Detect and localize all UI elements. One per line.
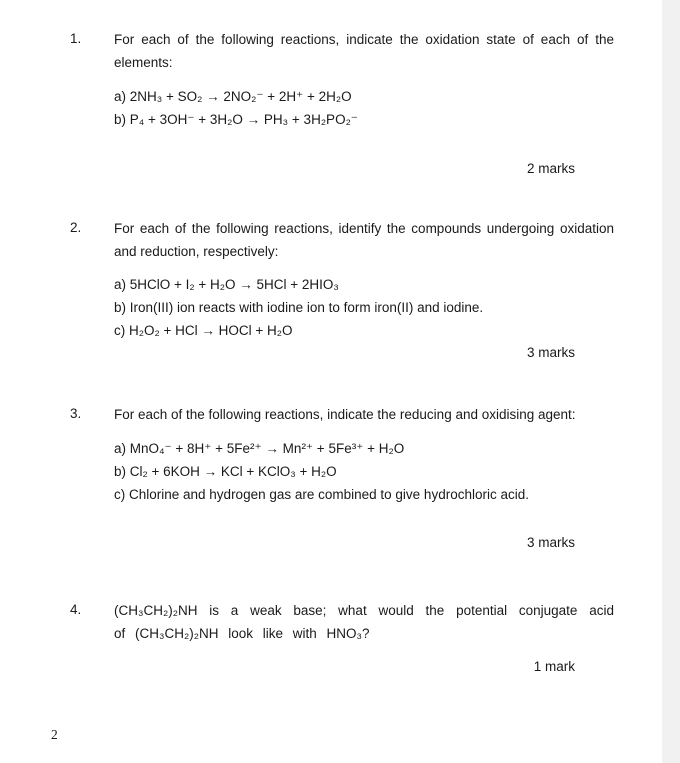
question-number: 1. — [70, 31, 82, 46]
question-parts — [114, 273, 634, 342]
marks-label: 3 marks — [526, 345, 575, 360]
page-number: 2 — [51, 727, 58, 742]
question-part: b) Iron(III) ion reacts with iodine ion to form iron(II) and iodine. — [114, 300, 484, 315]
question-stem: (CH₃CH₂)₂NH is a weak base; what would the potential conjugate acid of (CH₃CH₂)₂NH look like with HNO₃? — [114, 603, 614, 641]
question-part: a) 2NH₃ + SO₂ → 2NO₂⁻ + 2H⁺ + 2H₂O — [114, 89, 352, 104]
question-part: a) 5HClO + I₂ + H₂O → 5HCl + 2HIO₃ — [114, 277, 339, 292]
question-stem: For each of the following reactions, indicate the oxidation state of each of the elements: — [114, 32, 614, 70]
question-part: c) Chlorine and hydrogen gas are combined to give hydrochloric acid. — [114, 487, 529, 502]
marks-label: 1 mark — [533, 659, 575, 674]
question-number: 2. — [70, 220, 82, 235]
question-part: b) P₄ + 3OH⁻ + 3H₂O → PH₃ + 3H₂PO₂⁻ — [114, 112, 358, 127]
question-part: c) H₂O₂ + HCl → HOCl + H₂O — [114, 323, 293, 338]
question-part: b) Cl₂ + 6KOH → KCl + KClO₃ + H₂O — [114, 464, 337, 479]
question-number: 4. — [70, 602, 82, 617]
question-parts — [114, 437, 634, 506]
marks-label: 3 marks — [526, 535, 575, 550]
question-parts — [114, 85, 634, 131]
marks-label: 2 marks — [526, 161, 575, 176]
question-number: 3. — [70, 406, 82, 421]
question-part: a) MnO₄⁻ + 8H⁺ + 5Fe²⁺ → Mn²⁺ + 5Fe³⁺ + H₂O — [114, 441, 405, 456]
question-stem: For each of the following reactions, identify the compounds undergoing oxidation and reduction, respectively: — [114, 221, 614, 259]
question-stem: For each of the following reactions, indicate the reducing and oxidising agent: — [114, 407, 576, 422]
